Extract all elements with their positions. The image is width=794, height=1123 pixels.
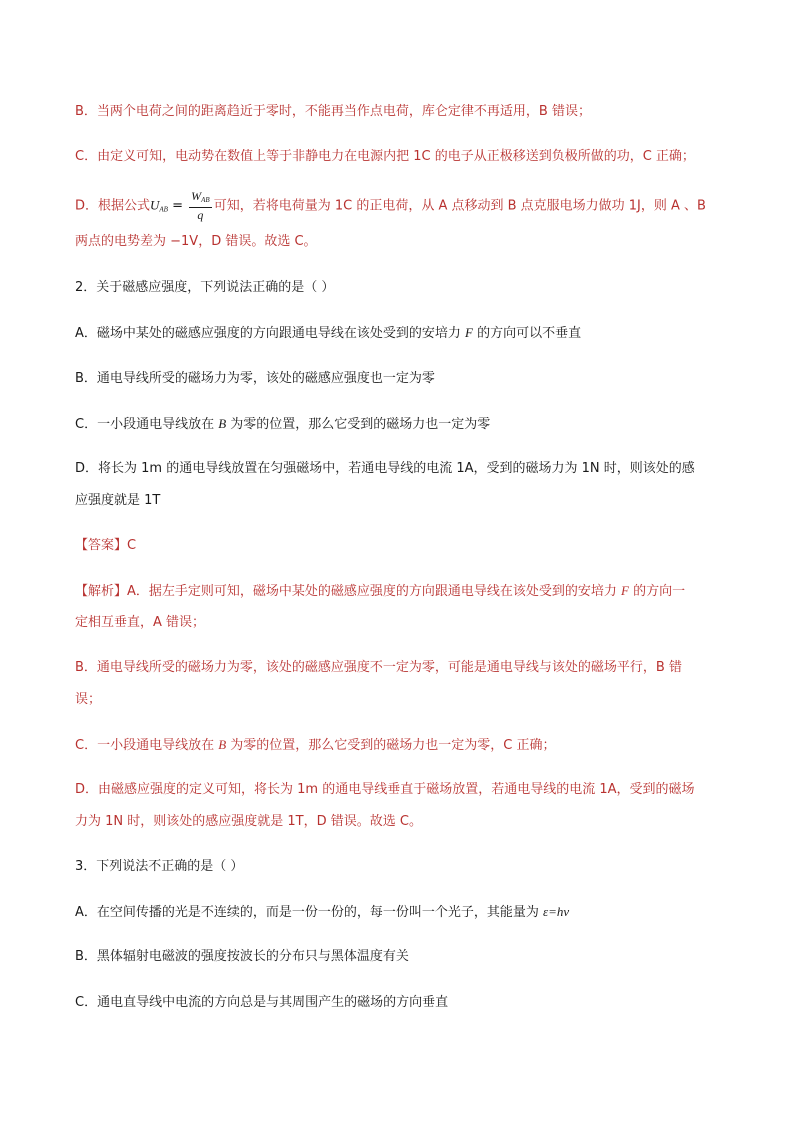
question-2-stem: 2．关于磁感应强度，下列说法正确的是（ ） <box>75 280 335 295</box>
question-2-analysis-b-line2: 误； <box>75 692 102 707</box>
analysis-label: 【解析】 <box>75 584 128 599</box>
option-a-text-rest: 的方向可以不垂直 <box>472 326 582 341</box>
question-2-analysis-a-line2: 定相互垂直，A 错误； <box>75 615 206 630</box>
question-3-stem: 3．下列说法不正确的是（ ） <box>75 859 244 874</box>
question-2-analysis-d: D．由磁感应强度的定义可知，将长为 1m 的通电导线垂直于磁场放置，若通电导线的电流 1A，受到的磁场 <box>75 782 695 797</box>
prev-analysis-b: B．当两个电荷之间的距离趋近于零时，不能再当作点电荷，库仑定律不再适用，B 错误； <box>75 104 591 119</box>
question-2-analysis-d-line2: 力为 1N 时，则该处的感应强度就是 1T，D 错误。故选 C。 <box>75 814 422 829</box>
question-2-option-a <box>75 324 581 343</box>
option-c-var: B <box>218 416 227 431</box>
option-a-var: F <box>465 325 473 340</box>
prev-analysis-d-rest: 可知，若将电荷量为 1C 的正电荷，从 A 点移动到 B 点克服电场力做功 1J，则 A 、B <box>213 198 706 214</box>
question-2-option-b: B．通电导线所受的磁场力为零，该处的磁感应强度也一定为零 <box>75 371 435 386</box>
option-c-text-rest: 为零的位置，那么它受到的磁场力也一定为零 <box>226 417 491 432</box>
question-2-option-d-line2: 应强度就是 1T <box>75 493 161 508</box>
option-c-text: C．一小段通电导线放在 <box>75 417 219 432</box>
question-2-analysis-a <box>75 582 685 601</box>
analysis-a-text: A．据左手定则可知，磁场中某处的磁感应强度的方向跟通电导线在该处受到的安培力 <box>127 584 622 599</box>
fraction-numerator-sub: AB <box>201 196 210 204</box>
prev-analysis-c: C．由定义可知，电动势在数值上等于非静电力在电源内把 1C 的电子从正极移送到负极所做的功，C 正确； <box>75 149 695 164</box>
analysis-a-text-rest: 的方向一 <box>629 584 686 599</box>
analysis-c-text-rest: 为零的位置，那么它受到的磁场力也一定为零，C 正确； <box>226 738 556 753</box>
question-2-option-d: D．将长为 1m 的通电导线放置在匀强磁场中，若通电导线的电流 1A，受到的磁场力为 1N 时，则该处的感 <box>75 461 695 476</box>
q3-option-a-formula: ε=hν <box>543 904 570 919</box>
fraction-numerator: W <box>191 189 202 203</box>
q3-option-a-text: A．在空间传播的光是不连续的，而是一份一份的，每一份叫一个光子，其能量为 <box>75 905 544 920</box>
question-3-option-b: B．黑体辐射电磁波的强度按波长的分布只与黑体温度有关 <box>75 949 409 964</box>
formula-u-sub: AB <box>159 205 168 214</box>
question-2-option-c <box>75 415 490 434</box>
question-2-analysis-b: B．通电导线所受的磁场力为零，该处的磁感应强度不一定为零，可能是通电导线与该处的磁场平行，B 错 <box>75 660 682 675</box>
question-2-analysis-c <box>75 736 556 755</box>
question-3-option-c: C．通电直导线中电流的方向总是与其周围产生的磁场的方向垂直 <box>75 995 449 1010</box>
formula-equals: = <box>167 198 188 214</box>
analysis-c-var: B <box>218 737 227 752</box>
analysis-c-text: C．一小段通电导线放在 <box>75 738 219 753</box>
option-a-text: A．磁场中某处的磁感应强度的方向跟通电导线在该处受到的安培力 <box>75 326 466 341</box>
prev-analysis-d-intro: D．根据公式 <box>75 198 151 214</box>
analysis-a-var: F <box>621 583 629 598</box>
question-2-answer: 【答案】C <box>75 538 137 553</box>
prev-analysis-d-line2: 两点的电势差为 −1V，D 错误。故选 C。 <box>75 234 317 249</box>
formula-fraction <box>189 190 212 222</box>
question-3-option-a <box>75 903 569 922</box>
formula-u: U <box>150 197 160 213</box>
fraction-denominator: q <box>197 208 204 222</box>
prev-analysis-d <box>75 190 706 222</box>
